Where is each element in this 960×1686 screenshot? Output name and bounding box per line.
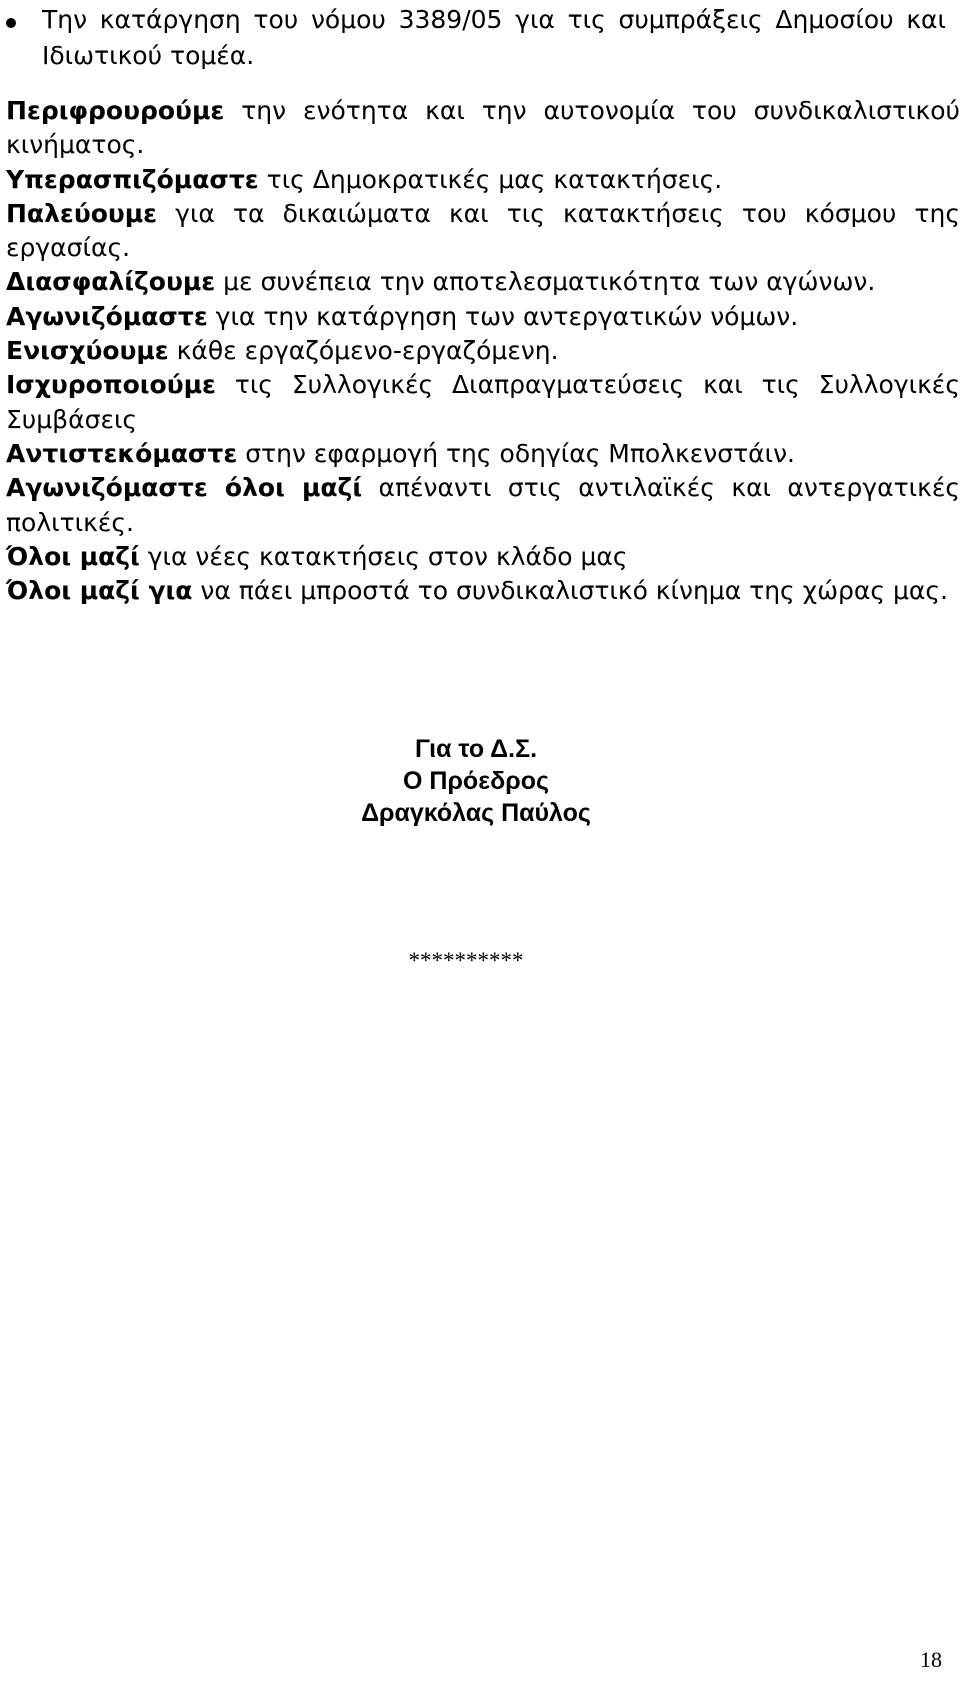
bullet-text: Την κατάργηση του νόμου 3389/05 για τις συμπράξεις Δημοσίου και Ιδιωτικού τομέα. [42,5,946,70]
separator-stars: ********** [408,948,524,973]
paragraph [6,574,960,608]
paragraph-lead: Παλεύουμε [6,198,158,228]
paragraph-lead: Αντιστεκόμαστε [6,438,238,468]
paragraph-lead: Υπερασπιζόμαστε [6,164,259,194]
paragraph-text: απέναντι στις αντιλαϊκές και αντεργατικές πολιτικές. [6,473,960,537]
signature-line-title: Ο Πρόεδρος [403,767,549,795]
paragraph-text: για τα δικαιώματα και τις κατακτήσεις του κόσμου της εργασίας. [6,198,960,263]
paragraph [6,265,960,299]
paragraph [6,471,960,540]
paragraph-lead: Όλοι μαζί για [6,576,193,606]
paragraph [6,94,960,163]
paragraph [6,163,960,197]
signature-line-board: Για το Δ.Σ. [414,735,538,763]
paragraph [6,540,960,574]
paragraph-lead: Ισχυροποιούμε [6,370,216,400]
paragraph-text: κάθε εργαζόμενο-εργαζόμενη. [168,336,559,366]
paragraph-text: να πάει μπροστά το συνδικαλιστικό κίνημα της χώρας μας. [192,576,949,606]
paragraph-text: στην εφαρμογή της οδηγίας Μπολκενστάιν. [237,438,795,468]
signature-line-name: Δραγκόλας Παύλος [361,799,591,827]
bullet-dot-icon [6,18,16,28]
paragraph [6,197,960,266]
bullet-item [6,0,946,74]
paragraph-lead: Περιφρουρούμε [6,96,225,125]
page-number: 18 [920,1647,942,1672]
paragraph-lead: Αγωνιζόμαστε [6,301,208,331]
paragraph-lead: Όλοι μαζί [6,541,140,571]
paragraph-text: για την κατάργηση των αντεργατικών νόμων. [207,301,799,331]
paragraph-text: με συνέπεια την αποτελεσματικότητα των αγώνων. [215,267,876,297]
paragraph [6,334,960,368]
paragraph-text: την ενότητα και την αυτονομία του συνδικαλιστικού κινήματος. [6,96,960,160]
body-text [6,94,960,608]
signature-block [0,733,960,829]
paragraph [6,437,960,471]
paragraph-lead: Ενισχύουμε [6,336,169,366]
paragraph [6,368,960,437]
separator [0,948,960,974]
paragraph-text: τις Συλλογικές Διαπραγματεύσεις και τις Συλλογικές Συμβάσεις [6,370,960,434]
paragraph-text: για νέες κατακτήσεις στον κλάδο μας [139,541,628,571]
paragraph-text: τις Δημοκρατικές μας κατακτήσεις. [258,164,723,194]
paragraph-lead: Διασφαλίζουμε [6,267,216,297]
paragraph-lead: Αγωνιζόμαστε όλοι μαζί [6,473,363,503]
paragraph [6,300,960,334]
